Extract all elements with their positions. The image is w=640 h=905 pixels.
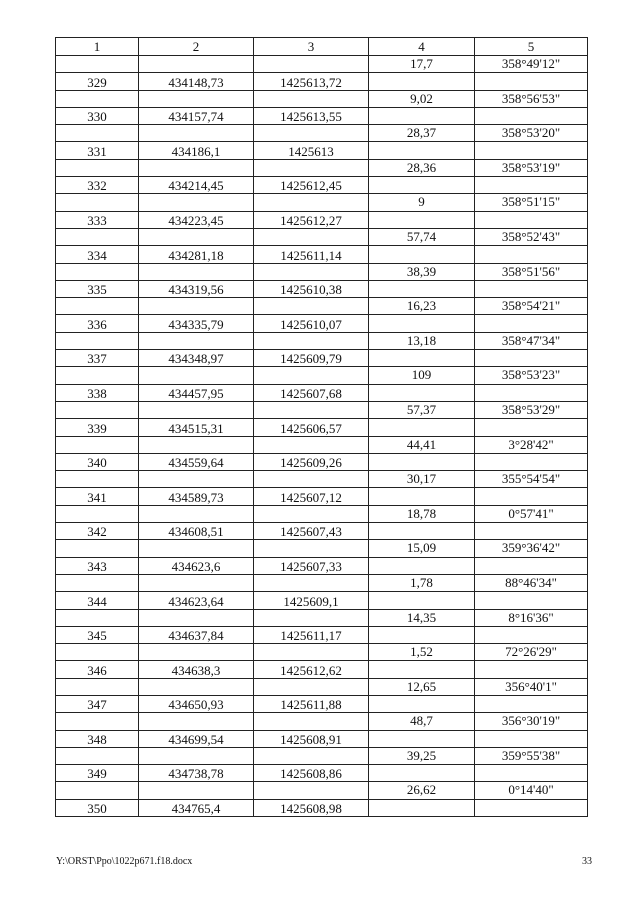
distance-cell: 30,17 [369, 471, 475, 488]
x-coordinate-cell: 434637,84 [139, 626, 254, 643]
point-row [56, 350, 588, 367]
segment-row [56, 747, 588, 764]
distance-cell [369, 73, 475, 90]
point-row [56, 73, 588, 90]
segment-row [56, 782, 588, 799]
distance-cell: 44,41 [369, 436, 475, 453]
column-header: 3 [254, 38, 369, 56]
segment-row [56, 609, 588, 626]
x-coordinate-cell [139, 332, 254, 349]
point-row [56, 695, 588, 712]
distance-cell: 57,37 [369, 401, 475, 418]
bearing-cell: 72°26'29" [475, 644, 588, 661]
x-coordinate-cell [139, 471, 254, 488]
bearing-cell: 359°55'38" [475, 747, 588, 764]
x-coordinate-cell [139, 159, 254, 176]
point-number-cell [56, 332, 139, 349]
point-row [56, 730, 588, 747]
point-number-cell [56, 747, 139, 764]
bearing-cell: 358°53'20" [475, 125, 588, 142]
bearing-cell: 0°57'41" [475, 505, 588, 522]
y-coordinate-cell: 1425608,86 [254, 765, 369, 782]
x-coordinate-cell [139, 609, 254, 626]
y-coordinate-cell [254, 471, 369, 488]
bearing-cell [475, 488, 588, 505]
x-coordinate-cell [139, 90, 254, 107]
y-coordinate-cell [254, 540, 369, 557]
x-coordinate-cell [139, 56, 254, 73]
bearing-cell [475, 523, 588, 540]
segment-row [56, 263, 588, 280]
point-row [56, 626, 588, 643]
distance-cell [369, 384, 475, 401]
x-coordinate-cell: 434457,95 [139, 384, 254, 401]
footer-page-number: 33 [582, 856, 592, 867]
y-coordinate-cell [254, 56, 369, 73]
y-coordinate-cell: 1425608,91 [254, 730, 369, 747]
x-coordinate-cell [139, 782, 254, 799]
point-row [56, 488, 588, 505]
distance-cell [369, 177, 475, 194]
segment-row [56, 367, 588, 384]
x-coordinate-cell [139, 125, 254, 142]
bearing-cell: 358°47'34" [475, 332, 588, 349]
column-header: 4 [369, 38, 475, 56]
bearing-cell [475, 177, 588, 194]
x-coordinate-cell: 434319,56 [139, 280, 254, 297]
y-coordinate-cell [254, 194, 369, 211]
distance-cell [369, 488, 475, 505]
point-number-cell [56, 574, 139, 591]
distance-cell: 1,78 [369, 574, 475, 591]
point-number-cell: 332 [56, 177, 139, 194]
y-coordinate-cell [254, 609, 369, 626]
segment-row [56, 678, 588, 695]
bearing-cell [475, 350, 588, 367]
segment-row [56, 228, 588, 245]
distance-cell [369, 142, 475, 159]
x-coordinate-cell: 434214,45 [139, 177, 254, 194]
x-coordinate-cell: 434623,6 [139, 557, 254, 574]
y-coordinate-cell: 1425607,68 [254, 384, 369, 401]
distance-cell [369, 246, 475, 263]
point-number-cell: 334 [56, 246, 139, 263]
point-number-cell [56, 56, 139, 73]
bearing-cell: 358°54'21" [475, 298, 588, 315]
point-number-cell: 335 [56, 280, 139, 297]
point-number-cell [56, 367, 139, 384]
distance-cell: 14,35 [369, 609, 475, 626]
y-coordinate-cell [254, 436, 369, 453]
point-row [56, 523, 588, 540]
y-coordinate-cell: 1425612,62 [254, 661, 369, 678]
distance-cell: 39,25 [369, 747, 475, 764]
point-row [56, 592, 588, 609]
point-number-cell [56, 609, 139, 626]
distance-cell: 38,39 [369, 263, 475, 280]
y-coordinate-cell [254, 713, 369, 730]
y-coordinate-cell: 1425613,72 [254, 73, 369, 90]
bearing-cell: 0°14'40" [475, 782, 588, 799]
distance-cell: 57,74 [369, 228, 475, 245]
point-row [56, 107, 588, 124]
segment-row [56, 436, 588, 453]
distance-cell: 109 [369, 367, 475, 384]
distance-cell: 28,36 [369, 159, 475, 176]
x-coordinate-cell [139, 678, 254, 695]
point-number-cell: 337 [56, 350, 139, 367]
y-coordinate-cell [254, 332, 369, 349]
column-header: 1 [56, 38, 139, 56]
x-coordinate-cell [139, 747, 254, 764]
point-number-cell [56, 298, 139, 315]
y-coordinate-cell [254, 574, 369, 591]
distance-cell: 9,02 [369, 90, 475, 107]
y-coordinate-cell [254, 678, 369, 695]
x-coordinate-cell: 434623,64 [139, 592, 254, 609]
distance-cell [369, 695, 475, 712]
point-number-cell: 346 [56, 661, 139, 678]
y-coordinate-cell: 1425606,57 [254, 419, 369, 436]
y-coordinate-cell [254, 228, 369, 245]
point-number-cell: 347 [56, 695, 139, 712]
point-row [56, 246, 588, 263]
distance-cell [369, 453, 475, 470]
bearing-cell [475, 799, 588, 816]
bearing-cell: 358°53'29" [475, 401, 588, 418]
x-coordinate-cell: 434608,51 [139, 523, 254, 540]
bearing-cell: 358°52'43" [475, 228, 588, 245]
point-number-cell [56, 125, 139, 142]
y-coordinate-cell: 1425612,45 [254, 177, 369, 194]
x-coordinate-cell [139, 298, 254, 315]
x-coordinate-cell [139, 644, 254, 661]
segment-row [56, 401, 588, 418]
y-coordinate-cell: 1425607,43 [254, 523, 369, 540]
y-coordinate-cell [254, 747, 369, 764]
x-coordinate-cell: 434589,73 [139, 488, 254, 505]
y-coordinate-cell [254, 90, 369, 107]
x-coordinate-cell [139, 540, 254, 557]
x-coordinate-cell [139, 436, 254, 453]
point-number-cell [56, 159, 139, 176]
distance-cell [369, 211, 475, 228]
y-coordinate-cell: 1425611,14 [254, 246, 369, 263]
table-body [56, 56, 588, 817]
point-row [56, 453, 588, 470]
distance-cell [369, 280, 475, 297]
point-number-cell: 348 [56, 730, 139, 747]
distance-cell [369, 661, 475, 678]
bearing-cell: 358°56'53" [475, 90, 588, 107]
segment-row [56, 644, 588, 661]
bearing-cell [475, 695, 588, 712]
point-row [56, 211, 588, 228]
segment-row [56, 194, 588, 211]
segment-row [56, 505, 588, 522]
y-coordinate-cell: 1425610,07 [254, 315, 369, 332]
segment-row [56, 298, 588, 315]
x-coordinate-cell: 434650,93 [139, 695, 254, 712]
point-number-cell: 344 [56, 592, 139, 609]
point-row [56, 557, 588, 574]
x-coordinate-cell: 434186,1 [139, 142, 254, 159]
bearing-cell: 356°40'1" [475, 678, 588, 695]
point-number-cell [56, 471, 139, 488]
point-number-cell: 339 [56, 419, 139, 436]
bearing-cell [475, 315, 588, 332]
point-number-cell: 340 [56, 453, 139, 470]
point-row [56, 280, 588, 297]
footer-file-path: Y:\ORST\Ppo\1022p671.f18.docx [56, 856, 193, 867]
y-coordinate-cell: 1425611,17 [254, 626, 369, 643]
bearing-cell [475, 142, 588, 159]
bearing-cell [475, 280, 588, 297]
bearing-cell: 356°30'19" [475, 713, 588, 730]
bearing-cell [475, 107, 588, 124]
table-header-row [56, 38, 588, 56]
segment-row [56, 90, 588, 107]
point-number-cell: 345 [56, 626, 139, 643]
point-number-cell [56, 505, 139, 522]
point-row [56, 142, 588, 159]
y-coordinate-cell: 1425608,98 [254, 799, 369, 816]
point-number-cell [56, 540, 139, 557]
bearing-cell: 88°46'34" [475, 574, 588, 591]
point-number-cell: 350 [56, 799, 139, 816]
distance-cell: 16,23 [369, 298, 475, 315]
x-coordinate-cell: 434223,45 [139, 211, 254, 228]
y-coordinate-cell: 1425610,38 [254, 280, 369, 297]
bearing-cell [475, 765, 588, 782]
bearing-cell [475, 419, 588, 436]
distance-cell [369, 315, 475, 332]
segment-row [56, 332, 588, 349]
x-coordinate-cell: 434281,18 [139, 246, 254, 263]
point-number-cell: 343 [56, 557, 139, 574]
x-coordinate-cell: 434638,3 [139, 661, 254, 678]
column-header: 5 [475, 38, 588, 56]
point-number-cell: 330 [56, 107, 139, 124]
point-number-cell [56, 401, 139, 418]
segment-row [56, 540, 588, 557]
x-coordinate-cell: 434335,79 [139, 315, 254, 332]
y-coordinate-cell: 1425609,26 [254, 453, 369, 470]
x-coordinate-cell: 434157,74 [139, 107, 254, 124]
point-number-cell: 329 [56, 73, 139, 90]
point-number-cell [56, 678, 139, 695]
y-coordinate-cell: 1425611,88 [254, 695, 369, 712]
point-number-cell: 342 [56, 523, 139, 540]
point-row [56, 177, 588, 194]
x-coordinate-cell: 434559,64 [139, 453, 254, 470]
distance-cell: 48,7 [369, 713, 475, 730]
distance-cell: 28,37 [369, 125, 475, 142]
distance-cell [369, 730, 475, 747]
distance-cell: 13,18 [369, 332, 475, 349]
y-coordinate-cell [254, 644, 369, 661]
distance-cell: 26,62 [369, 782, 475, 799]
distance-cell: 9 [369, 194, 475, 211]
point-row [56, 384, 588, 401]
y-coordinate-cell: 1425609,1 [254, 592, 369, 609]
segment-row [56, 713, 588, 730]
y-coordinate-cell [254, 159, 369, 176]
x-coordinate-cell: 434348,97 [139, 350, 254, 367]
bearing-cell: 358°53'23" [475, 367, 588, 384]
y-coordinate-cell [254, 263, 369, 280]
y-coordinate-cell [254, 505, 369, 522]
bearing-cell [475, 384, 588, 401]
distance-cell [369, 107, 475, 124]
point-row [56, 315, 588, 332]
bearing-cell: 358°53'19" [475, 159, 588, 176]
point-number-cell: 336 [56, 315, 139, 332]
segment-row [56, 471, 588, 488]
point-number-cell [56, 263, 139, 280]
point-number-cell [56, 713, 139, 730]
bearing-cell [475, 73, 588, 90]
segment-row [56, 574, 588, 591]
point-number-cell [56, 644, 139, 661]
bearing-cell: 355°54'54" [475, 471, 588, 488]
distance-cell: 15,09 [369, 540, 475, 557]
point-row [56, 661, 588, 678]
bearing-cell [475, 626, 588, 643]
segment-row [56, 159, 588, 176]
distance-cell: 18,78 [369, 505, 475, 522]
distance-cell [369, 626, 475, 643]
y-coordinate-cell: 1425609,79 [254, 350, 369, 367]
distance-cell [369, 799, 475, 816]
bearing-cell: 8°16'36" [475, 609, 588, 626]
x-coordinate-cell [139, 574, 254, 591]
point-row [56, 799, 588, 816]
distance-cell [369, 557, 475, 574]
bearing-cell [475, 557, 588, 574]
y-coordinate-cell [254, 782, 369, 799]
x-coordinate-cell [139, 228, 254, 245]
bearing-cell [475, 453, 588, 470]
point-number-cell [56, 782, 139, 799]
point-row [56, 419, 588, 436]
point-number-cell: 341 [56, 488, 139, 505]
y-coordinate-cell [254, 401, 369, 418]
bearing-cell: 359°36'42" [475, 540, 588, 557]
column-header: 2 [139, 38, 254, 56]
x-coordinate-cell [139, 401, 254, 418]
bearing-cell: 358°49'12" [475, 56, 588, 73]
x-coordinate-cell [139, 194, 254, 211]
x-coordinate-cell [139, 713, 254, 730]
point-number-cell: 331 [56, 142, 139, 159]
coordinates-table [55, 37, 588, 817]
x-coordinate-cell [139, 367, 254, 384]
x-coordinate-cell: 434765,4 [139, 799, 254, 816]
point-number-cell: 338 [56, 384, 139, 401]
bearing-cell [475, 730, 588, 747]
distance-cell: 1,52 [369, 644, 475, 661]
bearing-cell [475, 246, 588, 263]
point-number-cell: 349 [56, 765, 139, 782]
point-number-cell [56, 228, 139, 245]
bearing-cell [475, 661, 588, 678]
distance-cell [369, 350, 475, 367]
point-number-cell [56, 436, 139, 453]
point-row [56, 765, 588, 782]
y-coordinate-cell [254, 298, 369, 315]
distance-cell [369, 592, 475, 609]
x-coordinate-cell: 434738,78 [139, 765, 254, 782]
bearing-cell: 358°51'15" [475, 194, 588, 211]
y-coordinate-cell: 1425613 [254, 142, 369, 159]
x-coordinate-cell: 434148,73 [139, 73, 254, 90]
bearing-cell: 358°51'56" [475, 263, 588, 280]
y-coordinate-cell: 1425612,27 [254, 211, 369, 228]
y-coordinate-cell [254, 125, 369, 142]
x-coordinate-cell: 434699,54 [139, 730, 254, 747]
bearing-cell: 3°28'42" [475, 436, 588, 453]
bearing-cell [475, 211, 588, 228]
y-coordinate-cell: 1425607,33 [254, 557, 369, 574]
bearing-cell [475, 592, 588, 609]
distance-cell [369, 523, 475, 540]
distance-cell: 17,7 [369, 56, 475, 73]
point-number-cell [56, 90, 139, 107]
segment-row [56, 56, 588, 73]
x-coordinate-cell [139, 505, 254, 522]
y-coordinate-cell: 1425607,12 [254, 488, 369, 505]
point-number-cell: 333 [56, 211, 139, 228]
distance-cell: 12,65 [369, 678, 475, 695]
distance-cell [369, 419, 475, 436]
segment-row [56, 125, 588, 142]
x-coordinate-cell [139, 263, 254, 280]
x-coordinate-cell: 434515,31 [139, 419, 254, 436]
y-coordinate-cell [254, 367, 369, 384]
point-number-cell [56, 194, 139, 211]
distance-cell [369, 765, 475, 782]
y-coordinate-cell: 1425613,55 [254, 107, 369, 124]
coordinates-table-container [55, 37, 587, 817]
